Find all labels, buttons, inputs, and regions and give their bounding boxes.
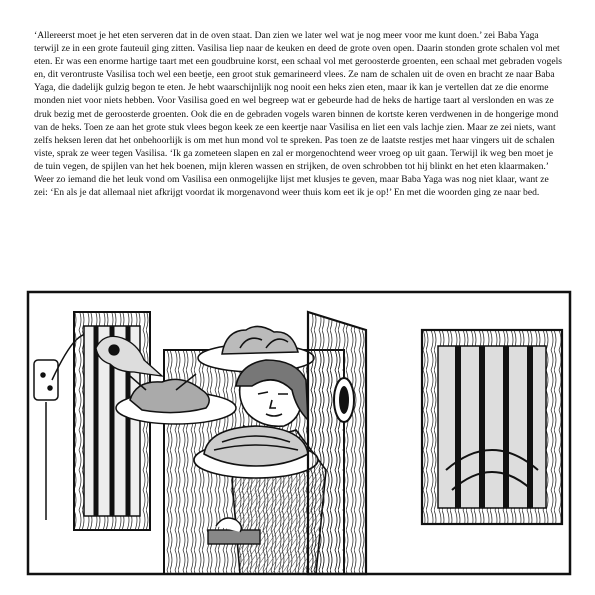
illustration-drawing [26, 290, 572, 576]
right-barred-window [422, 330, 562, 524]
kitchen-illustration [26, 290, 572, 576]
story-paragraph: ‘Allereerst moet je het eten serveren dat in de oven staat. Dan zien we later wel wat je nog meer voor me kunt doen.’ zei Baba Yaga terwijl ze in een grote fauteuil ging zitten. Vasilisa liep naar de keuken en deed de grote oven open. Daarin stonden grote schalen vol met eten. Er was een enorme hartige taart met een goudbruine korst, een schaal vol met geroosterde groenten, een schaal met gebraden vogels en, dit verontruste Vasilisa toch wel een beetje, een groot stuk gemarineerd vlees. Ze nam de schalen uit de oven en bracht ze naar Baba Yaga, die dadelijk gulzig begon te eten. Je hebt waarschijnlijk nog nooit een heks zien eten, maar ik kan je vertellen dat ze die enorme monden niet voor niets hebben. Voor Vasilisa goed en wel begreep wat er gebeurde had de heks de hartige taart al verslonden en was ze druk bezig met de geroosterde groenten. Ook die en de gebraden vogels waren binnen de kortste keren verdwenen in de hongerige mond van de heks. Toen ze aan het grote stuk vlees begon keek ze een keertje naar Vasilisa en liet een vals lachje zien. Maar ze zei niets, want zelfs heksen leren dat het onbehoorlijk is om met hun mond vol te spreken. Pas toen ze de laatste restjes met haar vingers uit de schalen viste, sprak ze weer tegen Vasilisa. ‘Ik ga zometeen slapen en zal er morgenochtend weer vroeg op uit gaan. Terwijl ik weg ben moet je de tuin vegen, de spijlen van het hek boenen, mijn kleren wassen en strijken, de oven schrobben tot hij blinkt en het eten klaarmaken.’ Weer zo iemand die het leuk vond om Vasilisa een onmogelijke lijst met klusjes te geven, maar Baba Yaga was nog niet klaar, want ze zei: ‘En als je dat allemaal niet afkrijgt voordat ik morgenavond weer thuis kom eet ik je op!’ En met die woorden ging ze naar bed. [34, 30, 562, 199]
oven-door [308, 312, 366, 574]
